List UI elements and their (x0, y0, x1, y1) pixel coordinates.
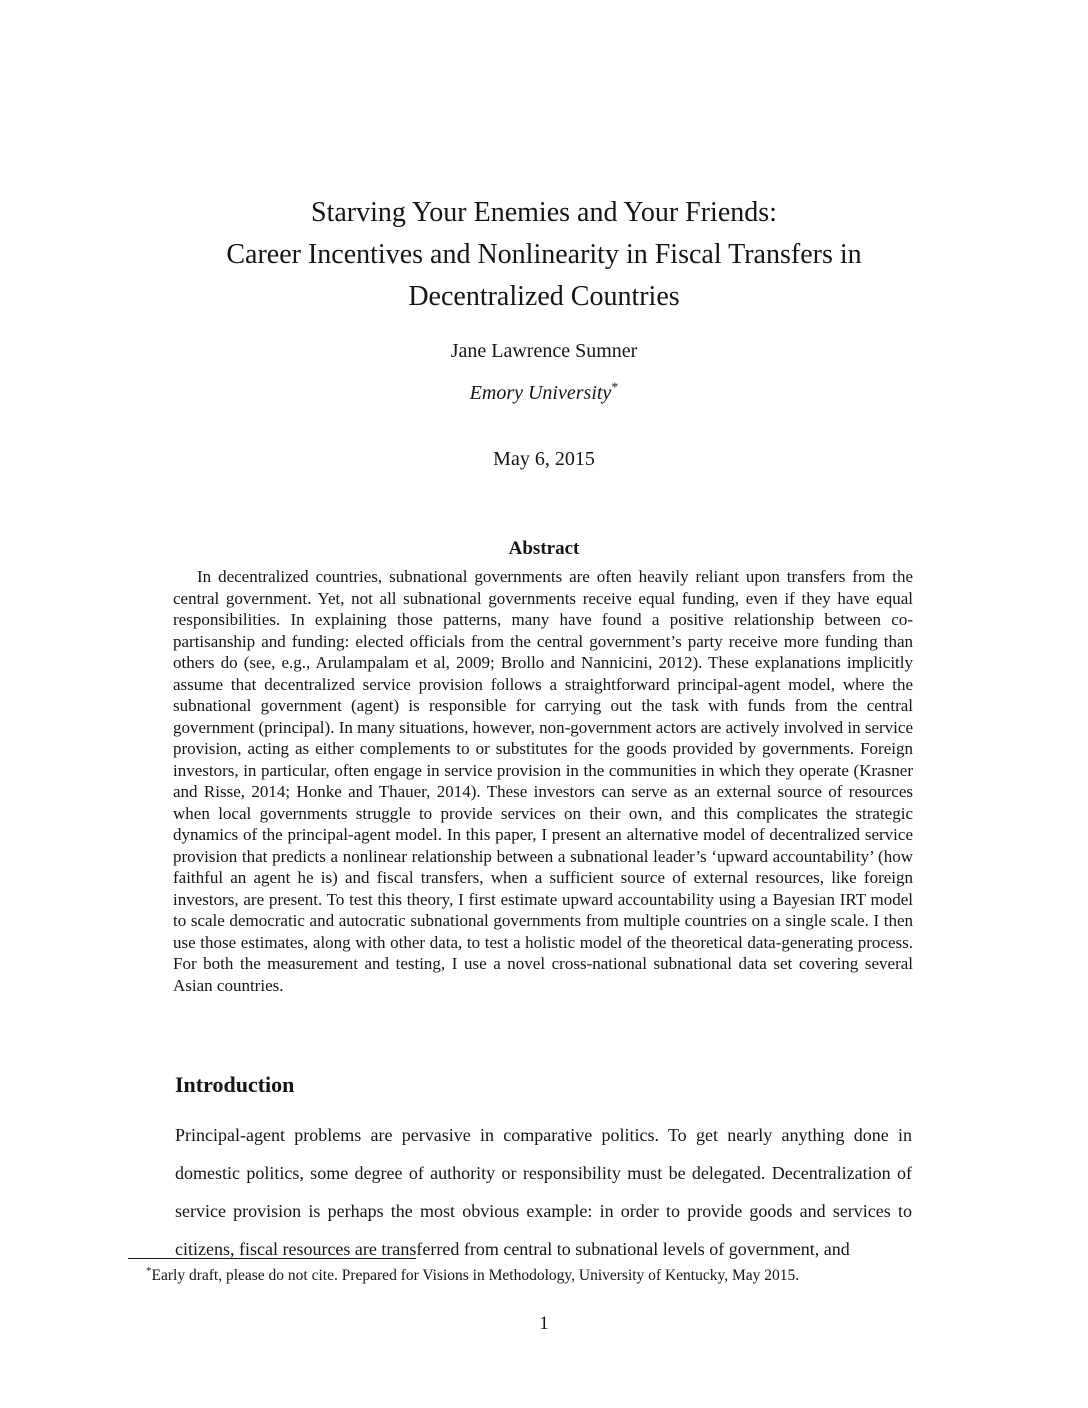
page-number: 1 (539, 1313, 549, 1334)
paper-title (0, 192, 1088, 318)
footnote-rule (128, 1258, 416, 1259)
title-line-2: Career Incentives and Nonlinearity in Fiscal Transfers in (226, 239, 862, 270)
affiliation-footnote-marker: * (611, 380, 619, 396)
footnote-marker: * (146, 1264, 152, 1277)
author-name: Jane Lawrence Sumner (450, 340, 638, 362)
abstract-body: In decentralized countries, subnational governments are often heavily reliant upon transfers from the central government. Yet, not all subnational governments receive equal funding, even if they have equal responsibilities. In explaining those patterns, many have found a positive relationship between co-partisanship and funding: elected officials from the central government’s party receive more funding than others do (see, e.g., Arulampalam et al, 2009; Brollo and Nannicini, 2012). These explanations implicitly assume that decentralized service provision follows a straightforward principal-agent model, where the subnational government (agent) is responsible for carrying out the task with funds from the central government (principal). In many situations, however, non-government actors are actively involved in service provision, acting as either complements to or substitutes for the goods provided by governments. Foreign investors, in particular, often engage in service provision in the communities in which they operate (Krasner and Risse, 2014; Honke and Thauer, 2014). These investors can serve as an external source of resources when local governments struggle to provide services on their own, and this complicates the strategic dynamics of the principal-agent model. In this paper, I present an alternative model of decentralized service provision that predicts a nonlinear relationship between a subnational leader’s ‘upward accountability’ (how faithful an agent he is) and fiscal transfers, when a sufficient source of external resources, like foreign investors, are present. To test this theory, I first estimate upward accountability using a Bayesian IRT model to scale democratic and autocratic subnational governments from multiple countries on a single scale. I then use those estimates, along with other data, to test a holistic model of the theoretical data-generating process. For both the measurement and testing, I use a novel cross-national subnational data set covering several Asian countries. (173, 567, 913, 995)
introduction-paragraph: Principal-agent problems are pervasive in comparative politics. To get nearly anything done in domestic politics, some degree of authority or responsibility must be delegated. Decentralization of service provision is perhaps the most obvious example: in order to provide goods and services to citizens, fiscal resources are transferred from central to subnational levels of government, and (175, 1125, 912, 1259)
section-heading-introduction: Introduction (175, 1072, 295, 1097)
affiliation-name: Emory University (469, 382, 612, 404)
paper-date: May 6, 2015 (493, 448, 595, 470)
title-line-3: Decentralized Countries (408, 281, 680, 312)
affiliation (0, 382, 1088, 405)
footnote (130, 1266, 930, 1286)
title-line-1: Starving Your Enemies and Your Friends: (311, 197, 777, 228)
abstract-heading: Abstract (508, 538, 580, 559)
footnote-text: Early draft, please do not cite. Prepared for Visions in Methodology, University of Kentucky, May 2015. (151, 1267, 800, 1284)
